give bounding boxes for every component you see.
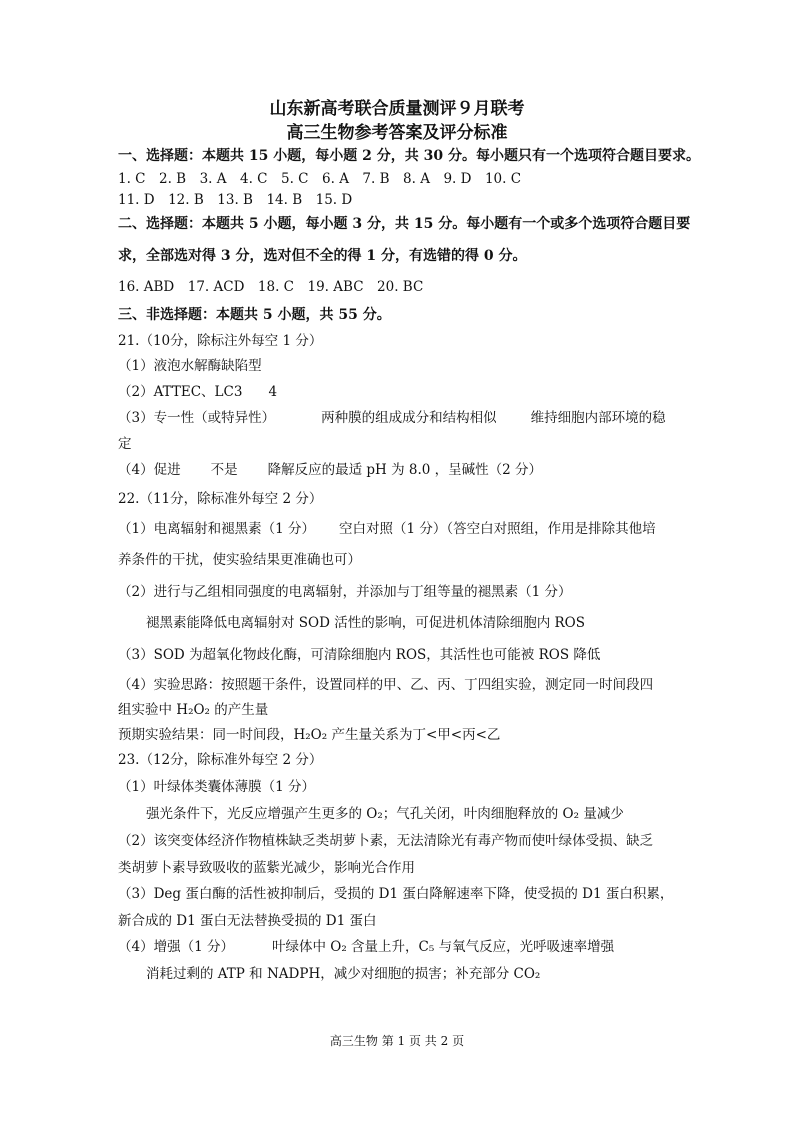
q22-answer-1-part-a: （1）电离辐射和褪黑素（1 分）: [118, 521, 315, 537]
page-footer: 高三生物 第 1 页 共 2 页: [329, 1034, 465, 1048]
q23-answer-4-cont: 消耗过剩的 ATP 和 NADPH，减少对细胞的损害；补充部分 CO₂: [146, 966, 541, 982]
q22-answer-1-cont: 养条件的干扰，使实验结果更准确也可）: [118, 552, 361, 568]
q22-answer-2-cont: 褪黑素能降低电离辐射对 SOD 活性的影响，可促进机体清除细胞内 ROS: [146, 615, 585, 631]
section-2-heading-line-1: 二、选择题：本题共 5 小题，每小题 3 分，共 15 分。每小题有一个或多个选项符合题目要: [118, 216, 691, 232]
q23-answer-1: （1）叶绿体类囊体薄膜（1 分）: [118, 779, 315, 795]
q23-answer-4-part-b: 叶绿体中 O₂ 含量上升，C₅ 与氧气反应，光呼吸速率增强: [271, 939, 615, 955]
q23-answer-3-line-2: 新合成的 D1 蛋白无法替换受损的 D1 蛋白: [118, 913, 377, 929]
q21-answer-3-part-a: （3）专一性（或特异性）: [118, 410, 276, 426]
q21-answer-4-part-c: 降解反应的最适 pH 为 8.0 ，呈碱性（2 分）: [267, 462, 543, 478]
section-3-heading: 三、非选择题：本题共 5 小题，共 55 分。: [118, 307, 391, 323]
q23-answer-2-line-1: （2）该突变体经济作物植株缺乏类胡萝卜素，无法清除光有毒产物而使叶绿体受损、缺乏: [118, 833, 654, 849]
q23-answer-4-part-a: （4）增强（1 分）: [118, 939, 234, 955]
q21-answer-4: [118, 458, 542, 478]
q21-answer-4-part-a: （4）促进: [118, 462, 181, 478]
q22-answer-2: （2）进行与乙组相同强度的电离辐射，并添加与丁组等量的褪黑素（1 分）: [118, 584, 572, 600]
q22-answer-4-line-1: （4）实验思路：按照题干条件，设置同样的甲、乙、丙、丁四组实验，测定同一时间段四: [118, 677, 654, 693]
q21-answer-4-part-b: 不是: [210, 462, 238, 478]
q21-heading: 21.（10分，除标注外每空 1 分）: [118, 333, 323, 349]
section-2-heading-line-2: 求，全部选对得 3 分，选对但不全的得 1 分，有选错的得 0 分。: [118, 248, 527, 264]
q22-answer-4-line-2: 组实验中 H₂O₂ 的产生量: [118, 702, 269, 718]
q22-answer-3: （3）SOD 为超氧化物歧化酶，可清除细胞内 ROS，其活性也可能被 ROS 降低: [118, 647, 601, 663]
answer-key-title: 高三生物参考答案及评分标准: [286, 123, 508, 143]
mc-answers-row-1: 1. C 2. B 3. A 4. C 5. C 6. A 7. B 8. A 9. D 10. C: [118, 171, 522, 187]
q21-answer-3: [118, 406, 666, 426]
q21-answer-2-part-a: （2）ATTEC、LC3: [118, 384, 243, 400]
q23-answer-2-line-2: 类胡萝卜素导致吸收的蓝紫光减少，影响光合作用: [118, 860, 415, 876]
multi-answers-row: 16. ABD 17. ACD 18. C 19. ABC 20. BC: [118, 279, 424, 295]
mc-answers-row-2: 11. D 12. B 13. B 14. B 15. D: [118, 192, 353, 208]
q21-answer-2: [118, 380, 277, 400]
q23-answer-1-cont: 强光条件下，光反应增强产生更多的 O₂；气孔关闭，叶肉细胞释放的 O₂ 量减少: [146, 806, 624, 822]
q21-answer-3-cont: 定: [118, 436, 132, 452]
q22-answer-1: [118, 517, 656, 537]
q21-answer-3-part-c: 维持细胞内部环境的稳: [530, 410, 666, 426]
q22-expected-result: 预期实验结果：同一时间段，H₂O₂ 产生量关系为丁<甲<丙<乙: [118, 727, 501, 743]
q21-answer-2-part-b: 4: [268, 384, 278, 400]
q23-heading: 23.（12分，除标准外每空 2 分）: [118, 752, 323, 768]
exam-title: 山东新高考联合质量测评９月联考: [269, 99, 525, 119]
q21-answer-1: （1）液泡水解酶缺陷型: [118, 358, 262, 374]
section-1-heading: 一、选择题：本题共 15 小题，每小题 2 分，共 30 分。每小题只有一个选项符合题目要求。: [118, 148, 700, 164]
q22-answer-1-part-b: 空白对照（1 分）（答空白对照组，作用是排除其他培: [338, 521, 656, 537]
q21-answer-3-part-b: 两种膜的组成成分和结构相似: [321, 410, 497, 426]
q22-heading: 22.（11分，除标准外每空 2 分）: [118, 491, 323, 507]
q23-answer-4: [118, 935, 614, 955]
q23-answer-3-line-1: （3）Deg 蛋白酶的活性被抑制后，受损的 D1 蛋白降解速率下降，使受损的 D1 蛋白积累，: [118, 886, 674, 902]
